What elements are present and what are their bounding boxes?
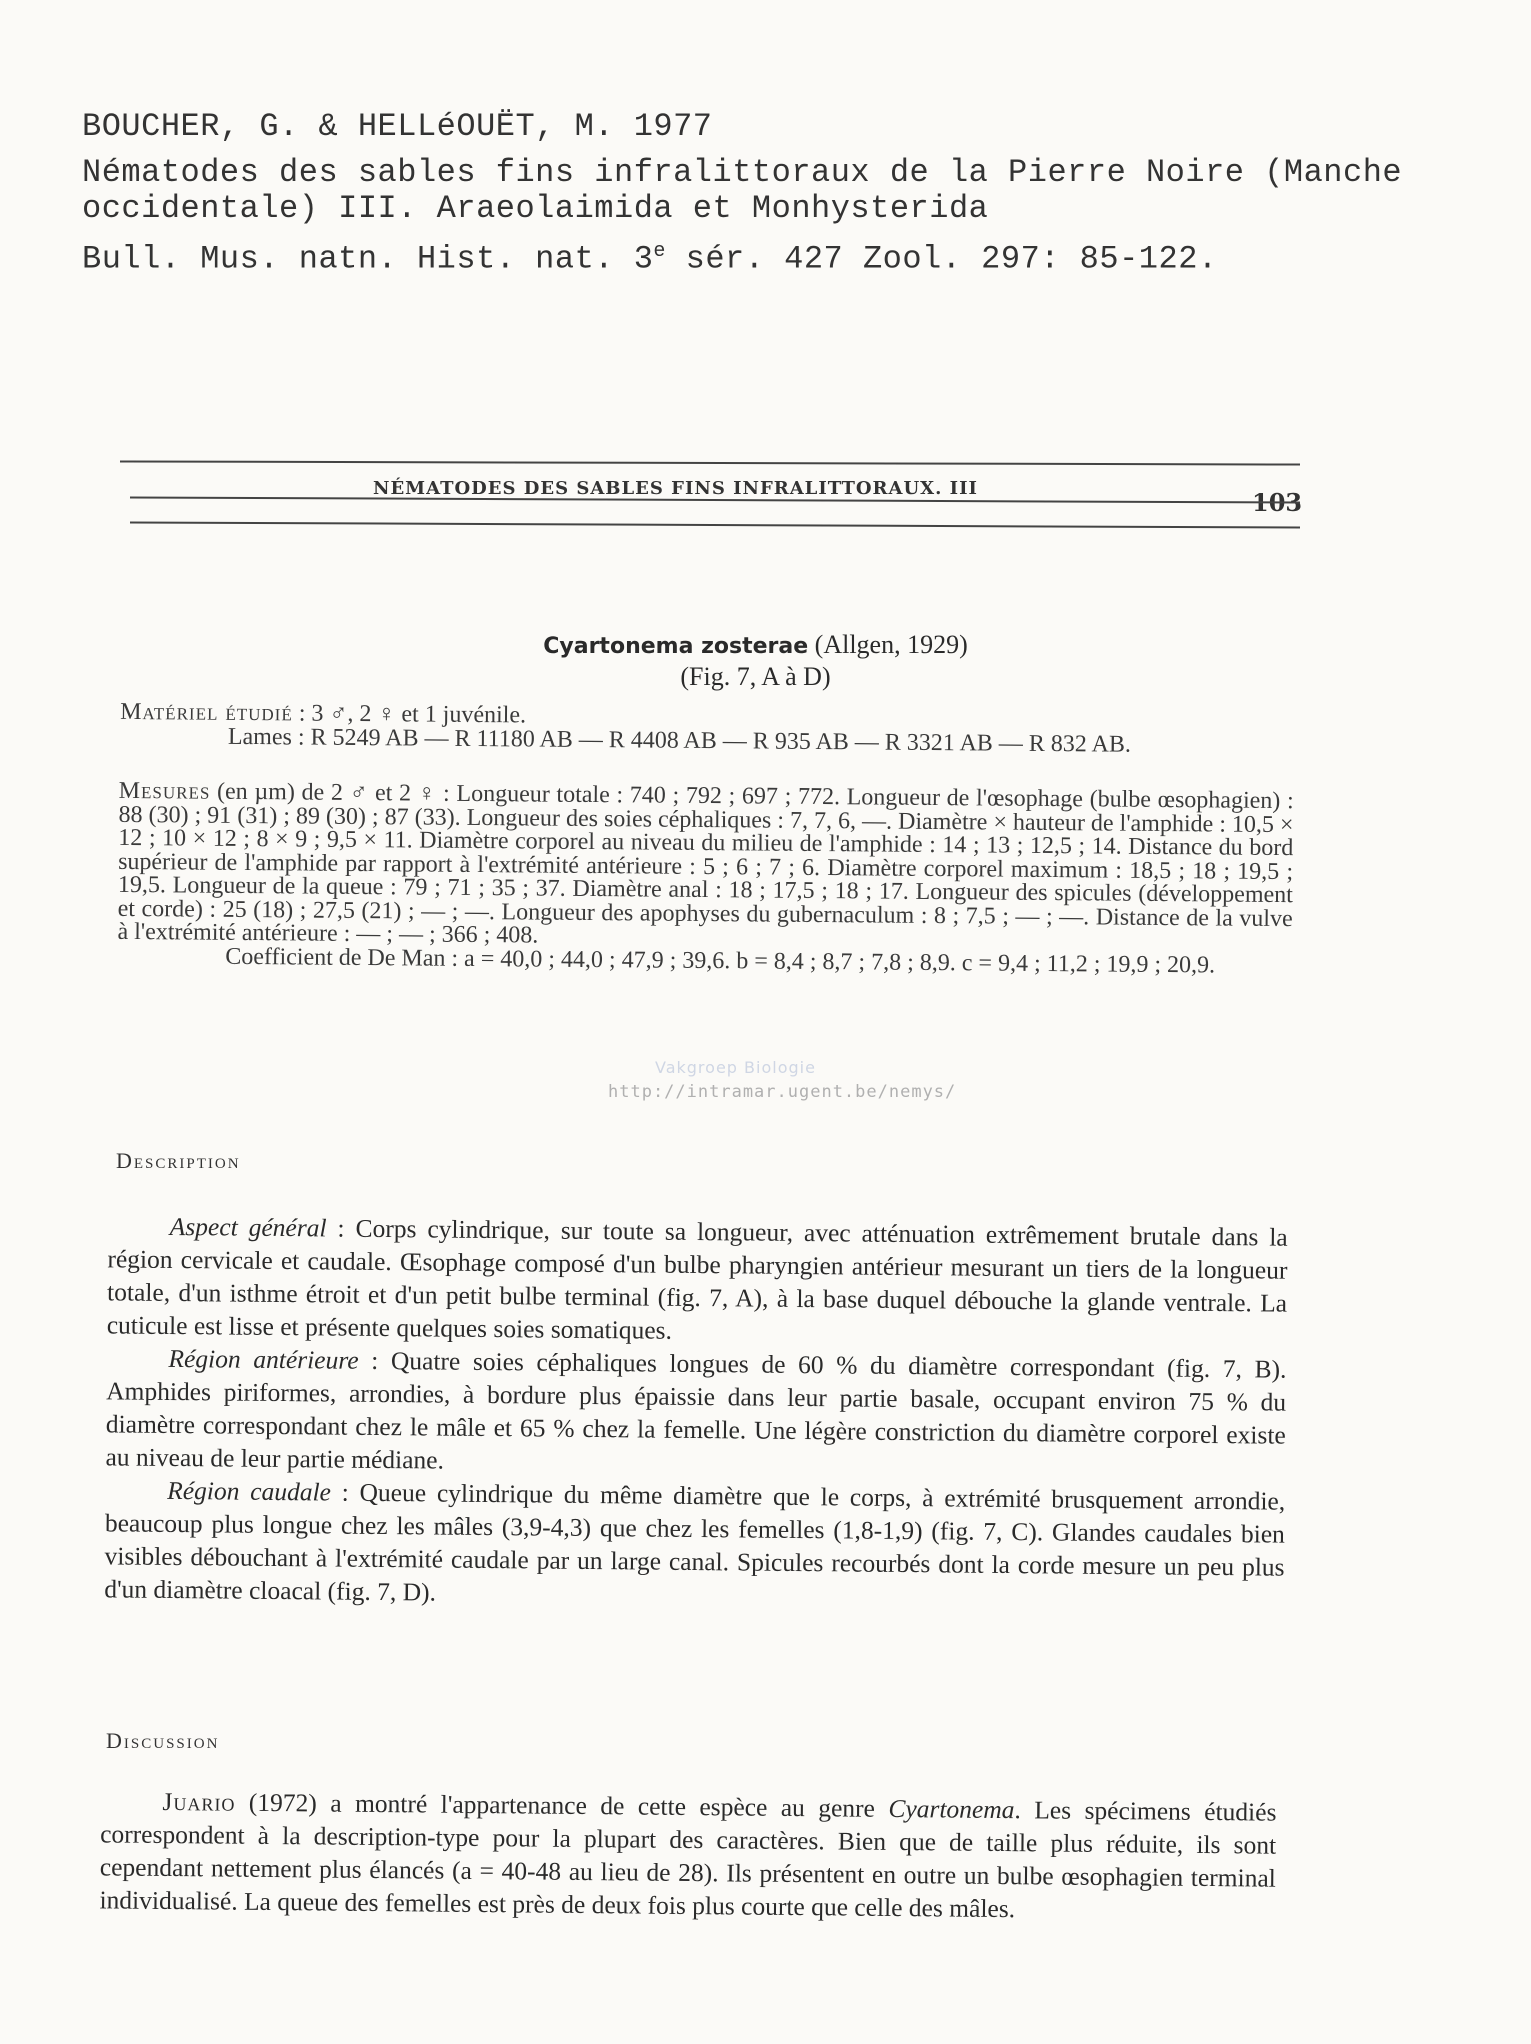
materiel-section [120, 698, 1290, 758]
aspect-general-text: : Corps cylindrique, sur toute sa longueur, avec atténuation extrêmement brutale dans la région cervicale et caudale. Œsophage composé d'un bulbe pharyngien antérieur mesurant un tiers de la longueur totale, d'un isthme étroit et d'un petit bulbe terminal (fig. 7, A), à la base duquel débouche la glande ventrale. La cuticule est lisse et présente quelques soies somatiques. [106, 1213, 1288, 1345]
species-authority: (Allgen, 1929) [814, 630, 968, 659]
running-title: NÉMATODES DES SABLES FINS INFRALITTORAUX. III [373, 478, 978, 499]
header-top-rule [120, 460, 1300, 465]
genus-name: Cyartonema [888, 1793, 1015, 1825]
source-url: http://intramar.ugent.be/nemys/ [608, 1082, 957, 1102]
citation-title-line1: Nématodes des sables fins infralittoraux de la Pierre Noire (Manche [82, 154, 1403, 191]
discussion-text-rest: . Les spécimens étudiés correspondent à la description-type pour la plupart des caractères. Bien que de taille plus réduite, ils sont cependant nettement plus élancés (a = 40-48 au lieu de 28). Ils présentent en outre un bulbe œsophagien terminal individualisé. La queue des femelles est près de deux fois plus courte que celle des mâles. [99, 1795, 1277, 1924]
discussion-text: (1972) a montré l'appartenance de cette espèce au genre [235, 1787, 889, 1823]
description-paragraph [104, 1473, 1285, 1616]
watermark-text: Vakgroep Biologie [655, 1058, 816, 1077]
description-heading: Description [116, 1148, 241, 1173]
mesures-section [117, 777, 1294, 978]
discussion-body [99, 1784, 1276, 1927]
mesures-label: Mesures [118, 777, 211, 805]
discussion-heading: Discussion [106, 1728, 220, 1753]
journal-text: Bull. Mus. natn. Hist. nat. 3 [82, 240, 654, 278]
region-caudale-text: : Queue cylindrique du même diamètre que le corps, à extrémité brusquement arrondie, beaucoup plus longue chez les mâles (3,9-4,3) que chez les femelles (1,8-1,9) (fig. 7, C). Glandes caudales bien visibles débouchant à l'extrémité caudale par un large canal. Spicules recourbés dont la corde mesure un peu plus d'un diamètre cloacal (fig. 7, D). [104, 1477, 1286, 1607]
region-anterieure-text: : Quatre soies céphaliques longues de 60 % du diamètre correspondant (fig. 7, B). Amphides piriformes, arrondies, à bordure plus épaissie dans leur partie basale, occupant environ 75 % du diamètre correspondant chez le mâle et 65 % chez la femelle. Une légère constriction du diamètre corporel existe au niveau de leur partie médiane. [105, 1345, 1287, 1475]
species-title [0, 630, 1521, 660]
citation-title-line2: occidentale) III. Araeolaimida et Monhysterida [82, 190, 989, 227]
mesures-text: (en µm) de 2 ♂ et 2 ♀ : Longueur totale : 740 ; 792 ; 697 ; 772. Longueur de l'œsophage (bulbe œsophagien) : 88 (30) ; 91 (31) ; 89 (30) ; 87 (33). Longueur des soies céphaliques : 7, 7, 6, —. Diamètre × hauteur de l'amphide : 10,5 × 12 ; 10 × 12 ; 8 × 9 ; 9,5 × 11. Diamètre corporel au niveau du milieu de l'amphide : 14 ; 13 ; 12,5 ; 14. Distance du bord supérieur de l'amphide par rapport à l'extrémité antérieure : 5 ; 6 ; 7 ; 6. Diamètre corporel maximum : 18,5 ; 18 ; 19,5 ; 19,5. Longueur de la queue : 79 ; 71 ; 35 ; 37. Diamètre anal : 18 ; 17,5 ; 18 ; 17. Longueur des spicules (développement et corde) : 25 (18) ; 27,5 (21) ; — ; —. Longueur des apophyses du gubernaculum : 8 ; 7,5 ; — ; —. Distance de la vulve à l'extrémité antérieure : — ; — ; 366 ; 408. [117, 778, 1294, 949]
region-anterieure-label: Région antérieure [168, 1343, 359, 1375]
header-bottom-rule [130, 521, 1300, 528]
species-name: Cyartonema zosterae [543, 634, 809, 659]
coefficients-line: Coefficient de De Man : a = 40,0 ; 44,0 ; 47,9 ; 39,6. b = 8,4 ; 8,7 ; 7,8 ; 8,9. c = 9,4 ; 11,2 ; 19,9 ; 20,9. [225, 943, 1216, 978]
journal-superscript: e [653, 240, 666, 263]
aspect-general-label: Aspect général [169, 1211, 327, 1243]
citation-journal [82, 240, 1218, 278]
description-body [104, 1209, 1288, 1616]
region-caudale-label: Région caudale [167, 1475, 332, 1507]
materiel-text: : 3 ♂, 2 ♀ et 1 juvénile. [292, 700, 527, 729]
author-name: Juario [162, 1786, 236, 1817]
description-paragraph [105, 1341, 1286, 1484]
journal-text-rest: sér. 427 Zool. 297: 85-122. [665, 240, 1218, 278]
description-paragraph [107, 1209, 1288, 1352]
page-number: 103 [1252, 488, 1303, 517]
citation-authors: BOUCHER, G. & HELLéOUËT, M. 1977 [82, 108, 713, 145]
materiel-label: Matériel étudié [120, 698, 293, 727]
lames-line: Lames : R 5249 AB — R 11180 AB — R 4408 AB — R 935 AB — R 3321 AB — R 832 AB. [227, 723, 1132, 758]
figure-reference: (Fig. 7, A à D) [680, 662, 831, 691]
